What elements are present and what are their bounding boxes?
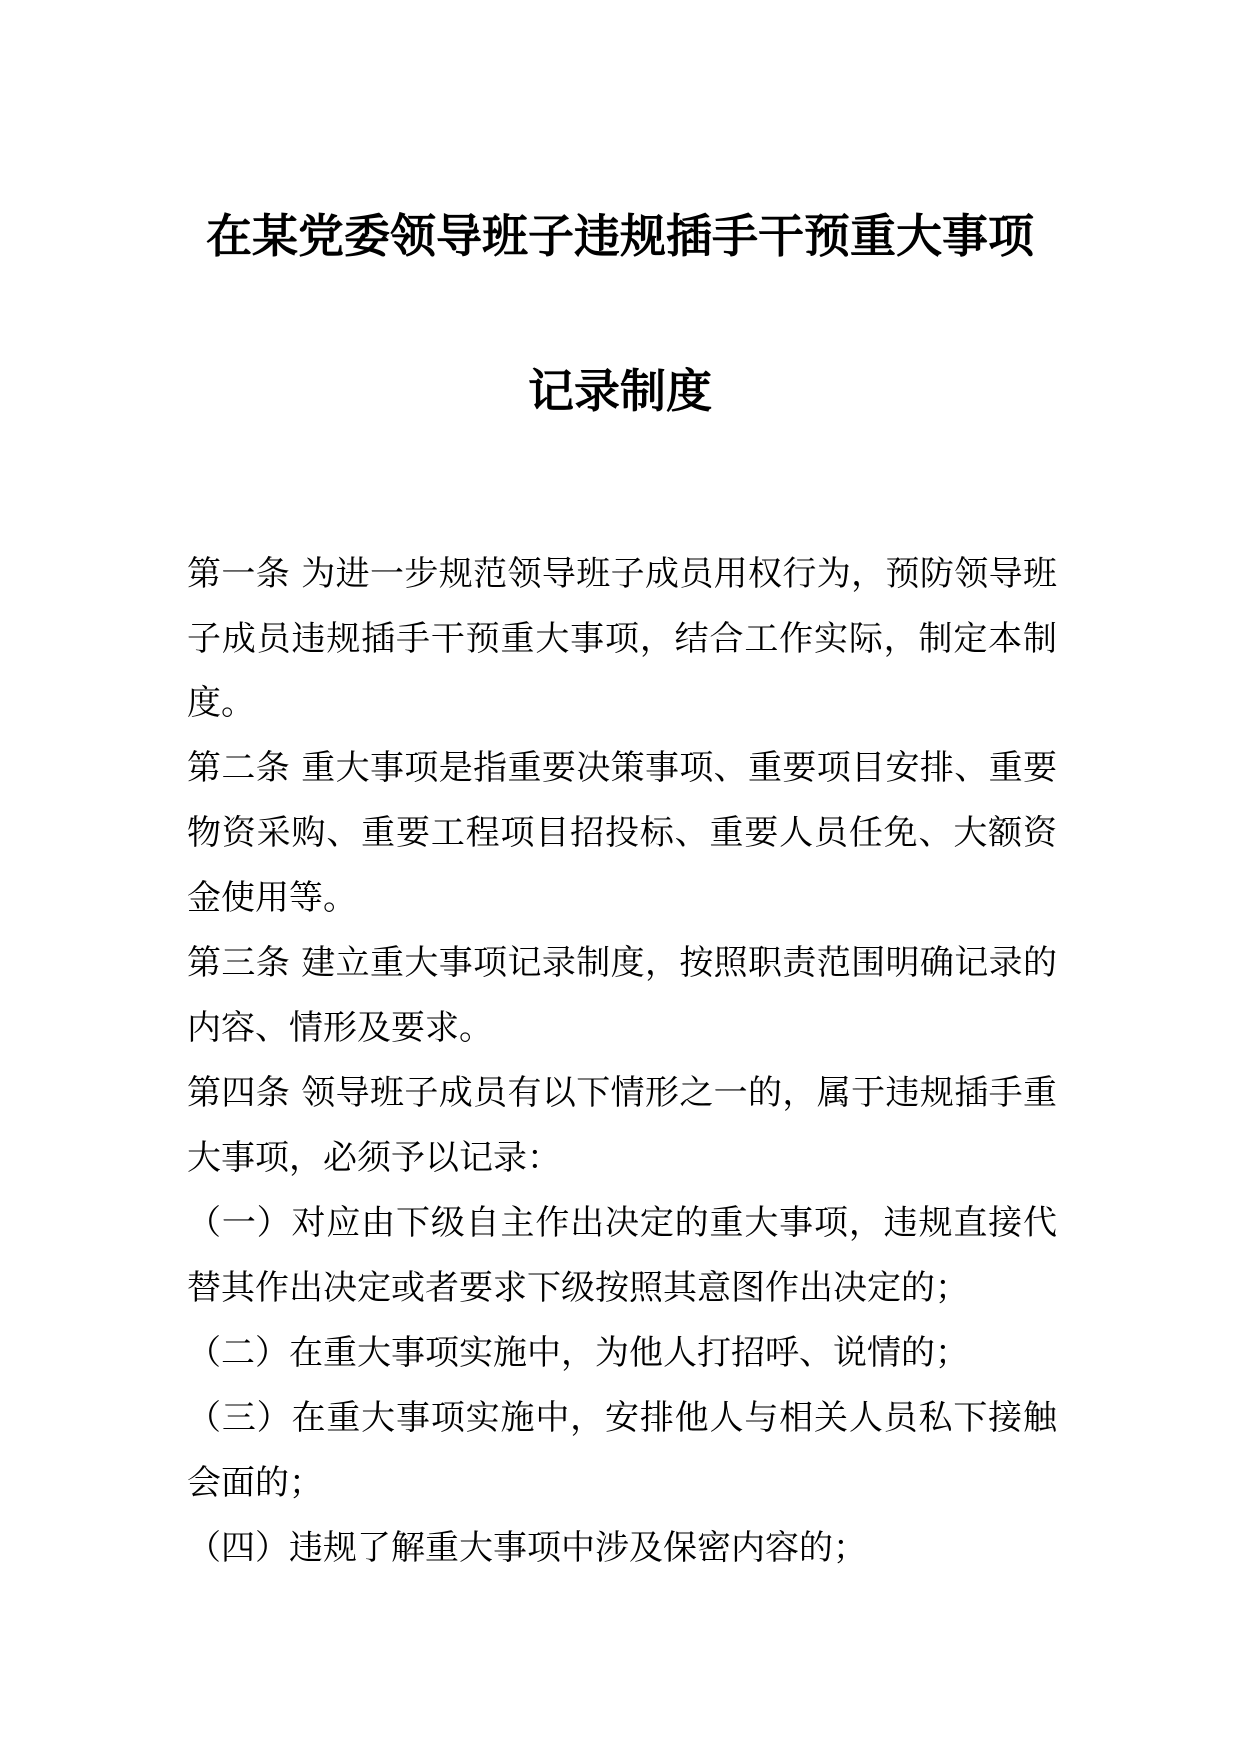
body-line-article-3-a: 第三条 建立重大事项记录制度，按照职责范围明确记录的 — [187, 943, 1057, 983]
document-title-line-2: 记录制度 — [528, 364, 712, 418]
body-line-article-1-c: 度。 — [187, 683, 255, 723]
body-line-article-2-c: 金使用等。 — [187, 878, 357, 918]
body-line-item-1-b: 替其作出决定或者要求下级按照其意图作出决定的； — [187, 1268, 969, 1308]
body-line-article-1-b: 子成员违规插手干预重大事项，结合工作实际，制定本制 — [187, 619, 1057, 659]
body-line-article-3-b: 内容、情形及要求。 — [187, 1008, 493, 1048]
body-line-article-4-b: 大事项，必须予以记录： — [187, 1138, 561, 1178]
body-line-article-1-a: 第一条 为进一步规范领导班子成员用权行为，预防领导班 — [187, 554, 1057, 594]
body-line-item-4: （四）违规了解重大事项中涉及保密内容的； — [187, 1528, 867, 1568]
body-line-article-4-a: 第四条 领导班子成员有以下情形之一的，属于违规插手重 — [187, 1073, 1057, 1113]
body-line-item-3-b: 会面的； — [187, 1463, 323, 1503]
body-line-item-1-a: （一）对应由下级自主作出决定的重大事项，违规直接代 — [187, 1203, 1057, 1243]
body-line-item-3-a: （三）在重大事项实施中，安排他人与相关人员私下接触 — [187, 1398, 1057, 1438]
document-title-line-1: 在某党委领导班子违规插手干预重大事项 — [206, 209, 1034, 263]
body-line-article-2-b: 物资采购、重要工程项目招投标、重要人员任免、大额资 — [187, 813, 1057, 853]
body-line-article-2-a: 第二条 重大事项是指重要决策事项、重要项目安排、重要 — [187, 748, 1057, 788]
body-line-item-2: （二）在重大事项实施中，为他人打招呼、说情的； — [187, 1333, 969, 1373]
